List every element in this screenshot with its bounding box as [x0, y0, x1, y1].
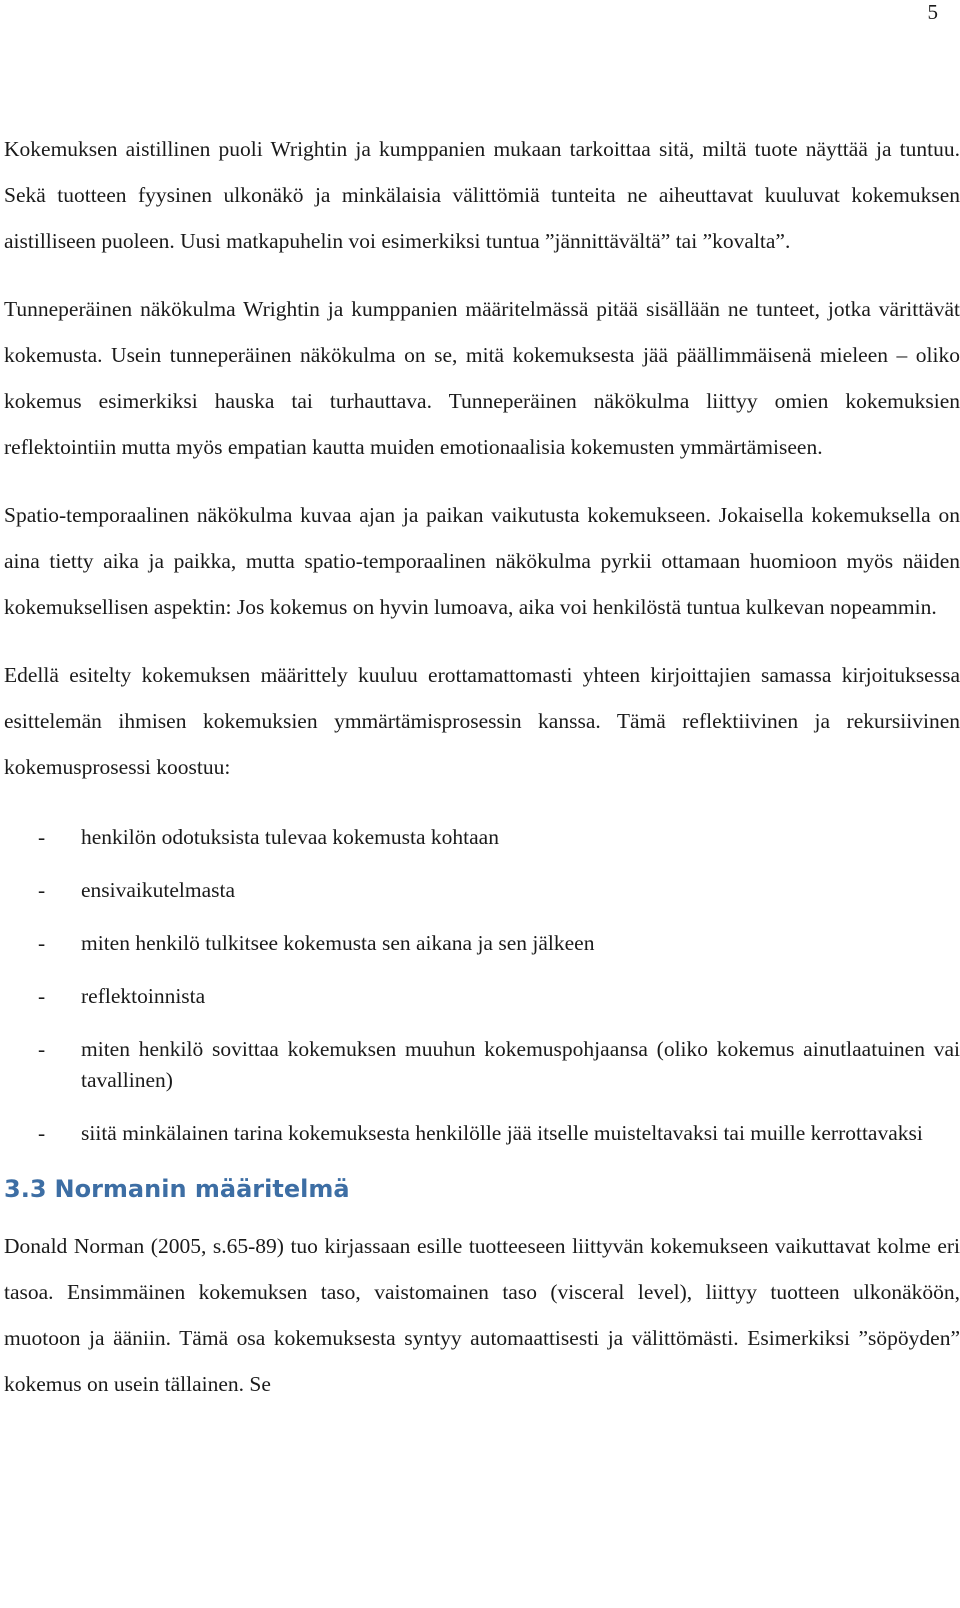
list-item-text: ensivaikutelmasta	[81, 878, 236, 902]
list-item	[4, 875, 960, 906]
list-dash: -	[38, 878, 46, 902]
list-item	[4, 1034, 960, 1096]
list-item-text: miten henkilö sovittaa kokemuksen muuhun kokemuspohjaansa (oliko kokemus ainutlaatuinen vai tavallinen)	[81, 1037, 960, 1092]
section-number: 3.3	[4, 1175, 47, 1203]
paragraph-spatio-temporal: Spatio-temporaalinen näkökulma kuvaa ajan ja paikan vaikutusta kokemukseen. Jokaisella kokemuksella on aina tietty aika ja paikka, mutta spatio-temporaalinen näkökulma pyrkii ottamaan huomioon myös näiden kokemuksellisen aspektin: Jos kokemus on hyvin lumoava, aika voi henkilöstä tuntua kulkevan nopeammin.	[4, 503, 960, 619]
list-dash: -	[38, 1037, 46, 1061]
list-item-text: siitä minkälainen tarina kokemuksesta henkilölle jää itselle muisteltavaksi tai muille kerrottavaksi	[81, 1121, 923, 1145]
list-dash: -	[38, 931, 46, 955]
list-item	[4, 981, 960, 1012]
page-number: 5	[927, 0, 938, 24]
list-item-text: miten henkilö tulkitsee kokemusta sen aikana ja sen jälkeen	[81, 931, 595, 955]
paragraph-process-intro: Edellä esitelty kokemuksen määrittely kuuluu erottamattomasti yhteen kirjoittajien samassa kirjoituksessa esittelemän ihmisen kokemuksien ymmärtämisprosessin kanssa. Tämä reflektiivinen ja rekursiivinen kokemusprosessi koostuu:	[4, 663, 960, 779]
process-list	[4, 822, 960, 1149]
document-body	[4, 126, 960, 1407]
section-heading	[4, 1171, 960, 1207]
list-item	[4, 1118, 960, 1149]
list-item-text: reflektoinnista	[81, 984, 206, 1008]
list-dash: -	[38, 984, 46, 1008]
paragraph-norman: Donald Norman (2005, s.65-89) tuo kirjassaan esille tuotteeseen liittyvän kokemukseen vaikuttavat kolme eri tasoa. Ensimmäinen kokemuksen taso, vaistomainen taso (visceral level), liittyy tuotteen ulkonäköön, muotoon ja ääniin. Tämä osa kokemuksesta syntyy automaattisesti ja välittömästi. Esimerkiksi ”söpöyden” kokemus on usein tällainen. Se	[4, 1234, 960, 1396]
paragraph-emotional: Tunneperäinen näkökulma Wrightin ja kumppanien määritelmässä pitää sisällään ne tunteet, jotka värittävät kokemusta. Usein tunneperäinen näkökulma on se, mitä kokemuksesta jää päällimmäisenä mieleen – oliko kokemus esimerkiksi hauska tai turhauttava. Tunneperäinen näkökulma liittyy omien kokemuksien reflektointiin mutta myös empatian kautta muiden emotionaalisia kokemusten ymmärtämiseen.	[4, 297, 960, 459]
list-item	[4, 822, 960, 853]
list-item-text: henkilön odotuksista tulevaa kokemusta kohtaan	[81, 825, 499, 849]
list-dash: -	[38, 1121, 46, 1145]
list-dash: -	[38, 825, 46, 849]
list-item	[4, 928, 960, 959]
section-title: Normanin määritelmä	[54, 1175, 350, 1203]
paragraph-sensory: Kokemuksen aistillinen puoli Wrightin ja kumppanien mukaan tarkoittaa sitä, miltä tuote näyttää ja tuntuu. Sekä tuotteen fyysinen ulkonäkö ja minkälaisia välittömiä tunteita ne aiheuttavat kuuluvat kokemuksen aistilliseen puoleen. Uusi matkapuhelin voi esimerkiksi tuntua ”jännittävältä” tai ”kovalta”.	[4, 137, 960, 253]
